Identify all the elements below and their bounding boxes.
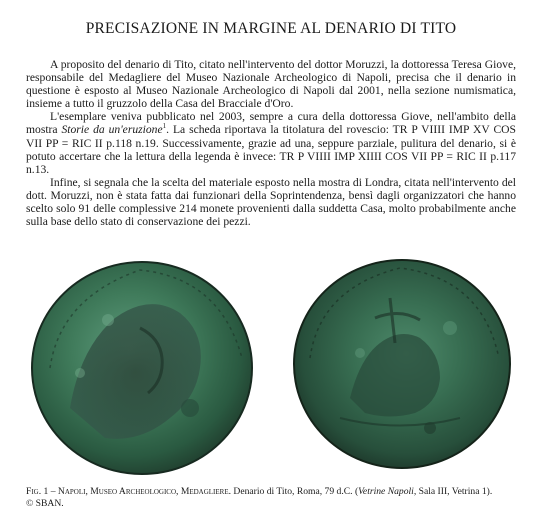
coin-obverse [32, 262, 252, 474]
caption-label: Fig. 1 – Napoli, Museo Archeologico, Medagliere. [26, 486, 232, 497]
figure-caption: Fig. 1 – Napoli, Museo Archeologico, Medagliere. Denario di Tito, Roma, 79 d.C. (Vetrine Napoli, Sala III, Vetrina 1). © SBAN. [26, 486, 493, 509]
caption-credit: © SBAN. [26, 498, 64, 509]
footnote-marker: 1 [162, 122, 167, 131]
paragraph-2: L'esemplare veniva pubblicato nel 2003, sempre a cura della dottoressa Giove, nell'ambito della mostra Storie da un'eruzione$^1$. La scheda riportava la titolatura del rovescio: TR P VIIII IMP XV COS VII PP = RIC II p.118 n.19. Successivamente, grazie ad una, seppure parziale, pulitura del denario, si è potuto accertare che la lettura della legenda è invece: TR P VIIII IMP XIIII COS VII PP = RIC II p.117 n.13. [26, 110, 516, 176]
caption-italic: Vetrine Napoli [358, 486, 414, 497]
coin-reverse [294, 260, 510, 468]
paragraph-1: A proposito del denario di Tito, citato nell'intervento del dottor Moruzzi, la dottoressa Teresa Giove, responsabile del Medagliere del Museo Nazionale Archeologico di Napoli, precisa che il denario in questione è esposto al Museo Nazionale Archeologico di Napoli dal 2001, nella sezione numismatica, insieme a tutto il gruzzolo della Casa del Bracciale d'Oro. [26, 58, 516, 111]
article-body [26, 58, 516, 228]
paragraph-3: Infine, si segnala che la scelta del materiale esposto nella mostra di Londra, citata nell'intervento del dott. Moruzzi, non è stata fatta dai funzionari della Soprintendenza, bensì dagli organizzatori che hanno scelto solo 91 delle complessive 214 monete provenienti dalla suddetta Casa, molto probabilmente anche sulla base dello stato di conservazione dei pezzi. [26, 175, 516, 229]
coin-photographs [20, 258, 520, 478]
page-title: PRECISAZIONE IN MARGINE AL DENARIO DI TITO [85, 20, 457, 37]
exhibition-title: Storie da un'eruzione [61, 123, 163, 137]
